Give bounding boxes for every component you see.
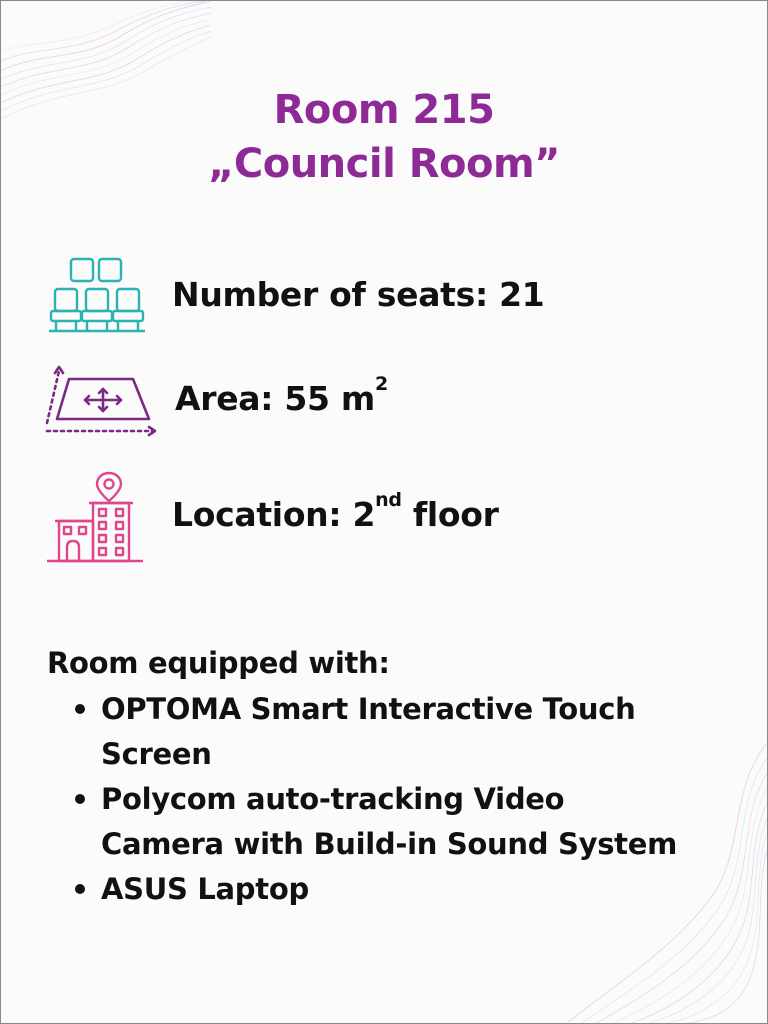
bullet-icon [75,884,85,894]
equipment-item-line: ASUS Laptop [101,872,309,906]
bullet-icon [75,704,85,714]
bullet-icon [75,794,85,804]
location-label [172,489,499,534]
location-row [45,469,747,559]
area-unit-superscript: 2 [374,373,388,395]
seats-icon [45,253,149,337]
area-label [175,373,388,418]
equipment-item-line: Polycom auto-tracking Video [101,782,565,816]
area-icon [45,361,161,439]
room-number: Room 215 [273,87,495,133]
location-suffix: floor [401,495,499,534]
equipment-item-line: OPTOMA Smart Interactive Touch [101,692,636,726]
area-value: Area: 55 m [175,379,375,418]
room-name: „Council Room” [208,141,560,187]
equipment-list [47,687,737,912]
equipment-heading: Room equipped with: [47,646,390,680]
equipment-item-line: Screen [101,737,212,771]
equipment-section [47,641,737,912]
seats-label: Number of seats: 21 [172,275,545,314]
location-value: Location: 2 [172,495,376,534]
floor-ordinal-superscript: nd [375,489,402,511]
area-row [45,361,747,451]
equipment-item-line: Camera with Build-in Sound System [101,827,678,861]
equipment-item [101,687,737,777]
equipment-item [101,867,737,912]
seats-row [45,253,747,343]
building-location-icon [45,469,145,569]
equipment-item [101,777,737,867]
page-title [1,83,767,191]
